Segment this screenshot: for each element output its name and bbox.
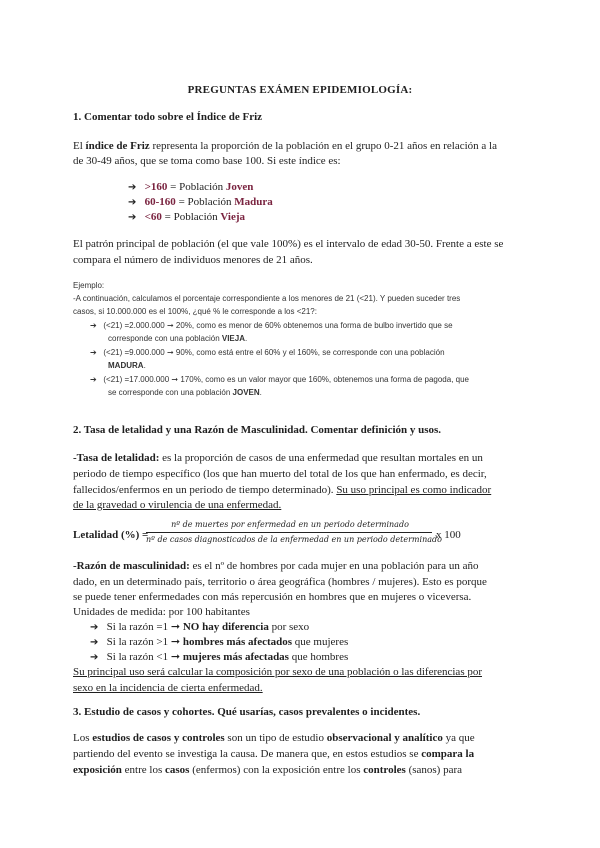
- arrow-icon: ➔: [128, 197, 137, 208]
- letalidad-line: periodo de tiempo específico (los que han muerto del total de los que han enfermado, es decir,: [73, 468, 487, 480]
- arrow-icon: ➔: [90, 622, 99, 633]
- example-bullet-cont: corresponde con una población VIEJA.: [108, 334, 248, 343]
- letalidad-line: fallecidos/enfermos en un periodo de tiempo determinado). Su uso principal es como indicador: [73, 484, 492, 496]
- q1-heading: 1. Comentar todo sobre el Índice de Friz: [73, 111, 263, 123]
- example-line: -A continuación, calculamos el porcentaje correspondiente a los menores de 21 (<21). Y pueden suceder tres: [73, 294, 461, 303]
- arrow-icon: ➔: [90, 637, 99, 648]
- masculinidad-use-line: sexo en la incidencia de cierta enfermedad.: [73, 682, 263, 694]
- letalidad-line: -Tasa de letalidad: es la proporción de casos de una enfermedad que resultan mortales en un: [73, 452, 483, 464]
- q3-line: Los estudios de casos y controles son un tipo de estudio observacional y analítico ya que: [73, 732, 475, 744]
- page-title: PREGUNTAS EXÁMEN EPIDEMIOLOGÍA:: [187, 84, 413, 96]
- arrow-icon: ➔: [90, 321, 97, 330]
- q2-heading: 2. Tasa de letalidad y una Razón de Masculinidad. Comentar definición y usos.: [73, 424, 442, 436]
- letalidad-line: de la gravedad o virulencia de una enfermedad.: [73, 499, 282, 511]
- q1-paragraph-line: compara el número de individuos menores de 21 años.: [73, 254, 313, 266]
- arrow-icon: ➔: [128, 182, 137, 193]
- q3-line: exposición entre los casos (enfermos) con la exposición entre los controles (sanos) para: [73, 764, 463, 776]
- example-bullet: ➔ (<21) =9.000.000 ➞ 90%, como está entre el 60% y el 160%, se corresponde con una población: [90, 348, 445, 357]
- q3-line: partiendo del evento se investiga la causa. De manera que, en estos estudios se compara la: [73, 748, 475, 760]
- example-bullet-cont: se corresponde con una población JOVEN.: [108, 388, 262, 397]
- example-bullet-cont: MADURA.: [108, 361, 146, 370]
- masculinidad-line: se puede tener enfermedades con más repercusión en hombres que en mujeres o viceversa.: [73, 591, 472, 603]
- q1-paragraph-line: de 30-49 años, que se toma como base 100. Si este índice es:: [73, 155, 341, 167]
- example-bullet: ➔ (<21) =17.000.000 ➞ 170%, como es un valor mayor que 160%, obtenemos una forma de pagoda, que: [90, 375, 469, 384]
- arrow-icon: ➔: [90, 652, 99, 663]
- example-bullet: ➔ (<21) =2.000.000 ➞ 20%, como es menor de 60% obtenemos una forma de bulbo invertido que se: [90, 321, 453, 330]
- arrow-icon: ➔: [128, 212, 137, 223]
- q1-paragraph-line: El índice de Friz representa la proporción de la población en el grupo 0-21 años en relación a la: [73, 140, 497, 152]
- razon-bullet: ➔ Si la razón >1 ➞ hombres más afectados que mujeres: [90, 636, 349, 648]
- friz-bullet: ➔ <60 = Población Vieja: [128, 211, 246, 223]
- arrow-icon: ➔: [90, 348, 97, 357]
- masculinidad-line: -Razón de masculinidad: es el nº de hombres por cada mujer en una población para un año: [73, 560, 479, 572]
- formula-rhs: x 100: [436, 529, 461, 541]
- friz-bullet: ➔ 60-160 = Población Madura: [128, 196, 273, 208]
- q3-heading: 3. Estudio de casos y cohortes. Qué usarías, casos prevalentes o incidentes.: [73, 706, 421, 718]
- friz-bullet: ➔ >160 = Población Joven: [128, 181, 254, 193]
- example-label: Ejemplo:: [73, 281, 105, 290]
- razon-bullet: ➔ Si la razón =1 ➞ NO hay diferencia por sexo: [90, 621, 310, 633]
- masculinidad-line: dado, en un determinado país, territorio o área geográfica (hombres / mujeres). Esto es porque: [73, 576, 487, 588]
- formula-denominator: nº de casos diagnosticados de la enfermedad en un periodo determinado: [146, 535, 442, 544]
- q1-paragraph-line: El patrón principal de población (el que vale 100%) es el intervalo de edad 30-50. Frente a este se: [73, 238, 504, 250]
- masculinidad-use-line: Su principal uso será calcular la composición por sexo de una población o las diferencias por: [73, 666, 483, 678]
- formula-lhs: Letalidad (%) =: [73, 529, 149, 541]
- arrow-icon: ➔: [90, 375, 97, 384]
- example-line: casos, si 10.000.000 es el 100%, ¿qué % le corresponde a los <21?:: [73, 307, 317, 316]
- fraction-bar: [146, 532, 432, 533]
- formula-numerator: nº de muertes por enfermedad en un periodo determinado: [171, 520, 409, 529]
- masculinidad-line: Unidades de medida: por 100 habitantes: [73, 606, 250, 618]
- razon-bullet: ➔ Si la razón <1 ➞ mujeres más afectadas que hombres: [90, 651, 349, 663]
